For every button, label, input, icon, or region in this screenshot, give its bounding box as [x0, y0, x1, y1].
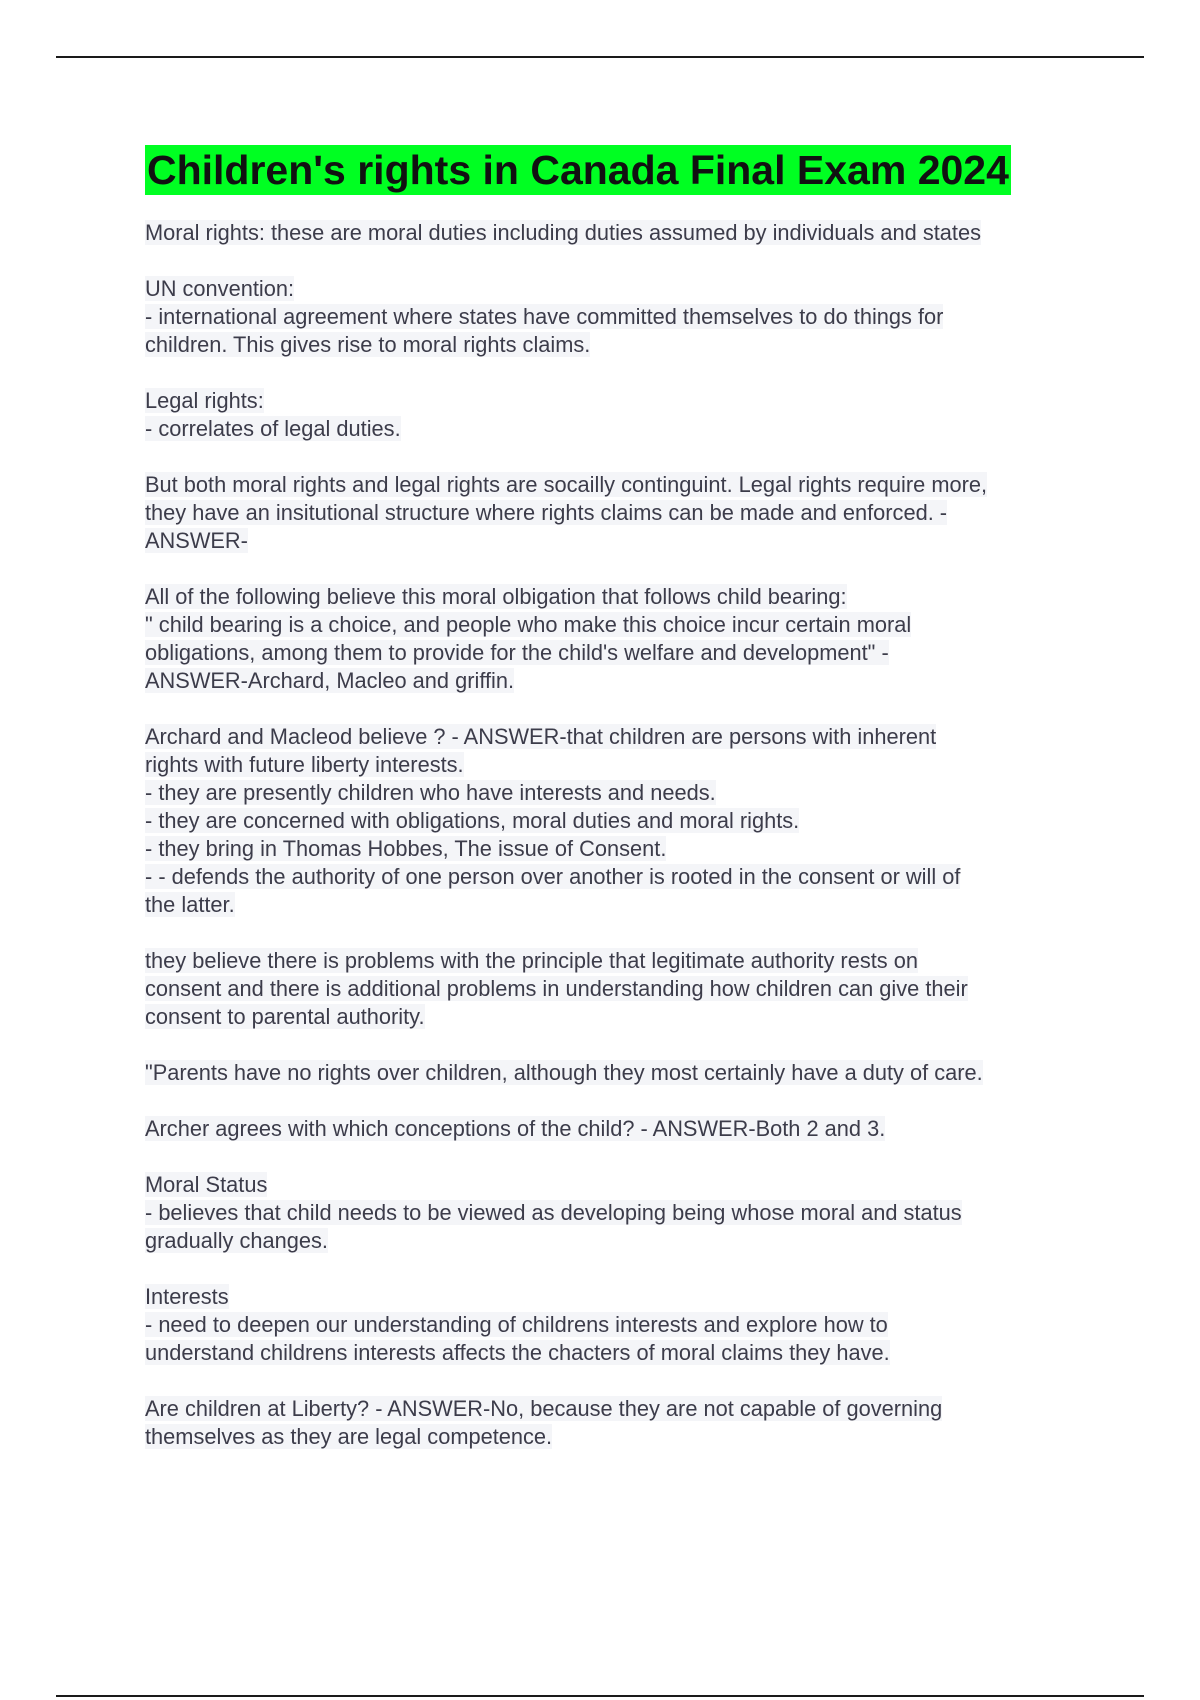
text-line-content: - they are presently children who have interests and needs. — [145, 780, 716, 805]
text-line-content: ANSWER- — [145, 528, 248, 553]
text-line-content: rights with future liberty interests. — [145, 752, 464, 777]
text-line — [145, 1423, 1085, 1451]
text-line-content: consent and there is additional problems in understanding how children can give their — [145, 976, 968, 1001]
text-line — [145, 499, 1085, 527]
text-line-content: themselves as they are legal competence. — [145, 1424, 553, 1449]
text-line — [145, 303, 1085, 331]
text-line-content: Legal rights: — [145, 388, 264, 413]
text-line — [145, 1059, 1085, 1087]
text-line-content: the latter. — [145, 892, 235, 917]
text-line — [145, 751, 1085, 779]
paragraph — [145, 723, 1085, 919]
paragraph — [145, 1395, 1085, 1451]
paragraph — [145, 583, 1085, 695]
text-line — [145, 723, 1085, 751]
text-line-content: Moral Status — [145, 1172, 268, 1197]
text-line — [145, 611, 1085, 639]
text-line-content: they believe there is problems with the principle that legitimate authority rests on — [145, 948, 918, 973]
text-line-content: UN convention: — [145, 276, 295, 301]
text-line-content: - international agreement where states have committed themselves to do things for — [145, 304, 944, 329]
paragraph — [145, 387, 1085, 443]
text-line-content: they have an insitutional structure where rights claims can be made and enforced. - — [145, 500, 948, 525]
text-line — [145, 331, 1085, 359]
text-line-content: - they bring in Thomas Hobbes, The issue of Consent. — [145, 836, 667, 861]
text-line — [145, 639, 1085, 667]
paragraph — [145, 219, 1085, 247]
text-line — [145, 975, 1085, 1003]
paragraph — [145, 1115, 1085, 1143]
paragraph — [145, 275, 1085, 359]
paragraph — [145, 947, 1085, 1031]
text-line — [145, 275, 1085, 303]
text-line-content: children. This gives rise to moral rights claims. — [145, 332, 591, 357]
top-rule — [56, 56, 1144, 58]
text-line-content: - - defends the authority of one person over another is rooted in the consent or will of — [145, 864, 961, 889]
text-line — [145, 863, 1085, 891]
text-line-content: Interests — [145, 1284, 229, 1309]
text-line-content: understand childrens interests affects the chacters of moral claims they have. — [145, 1340, 890, 1365]
text-line-content: "Parents have no rights over children, although they most certainly have a duty of care. — [145, 1060, 983, 1085]
text-line-content: consent to parental authority. — [145, 1004, 425, 1029]
text-line — [145, 1115, 1085, 1143]
text-line — [145, 471, 1085, 499]
text-line — [145, 891, 1085, 919]
text-line-content: All of the following believe this moral olbigation that follows child bearing: — [145, 584, 847, 609]
text-line-content: - correlates of legal duties. — [145, 416, 401, 441]
text-line — [145, 1227, 1085, 1255]
text-line — [145, 1283, 1085, 1311]
text-line-content: Moral rights: these are moral duties including duties assumed by individuals and states — [145, 220, 981, 245]
text-line — [145, 1199, 1085, 1227]
text-line-content: Archard and Macleod believe ? - ANSWER-that children are persons with inherent — [145, 724, 937, 749]
paragraph — [145, 1283, 1085, 1367]
paragraph-list — [145, 219, 1085, 1451]
text-line — [145, 583, 1085, 611]
text-line-content: Are children at Liberty? - ANSWER-No, because they are not capable of governing — [145, 1396, 943, 1421]
text-line — [145, 667, 1085, 695]
paragraph — [145, 1059, 1085, 1087]
text-line-content: - believes that child needs to be viewed as developing being whose moral and status — [145, 1200, 962, 1225]
text-line — [145, 807, 1085, 835]
text-line — [145, 1395, 1085, 1423]
text-line — [145, 1003, 1085, 1031]
text-line-content: - need to deepen our understanding of childrens interests and explore how to — [145, 1312, 888, 1337]
text-line — [145, 947, 1085, 975]
paragraph — [145, 1171, 1085, 1255]
text-line — [145, 1171, 1085, 1199]
text-line — [145, 779, 1085, 807]
document-body — [145, 145, 1085, 1479]
text-line-content: obligations, among them to provide for the child's welfare and development" - — [145, 640, 889, 665]
text-line-content: " child bearing is a choice, and people who make this choice incur certain moral — [145, 612, 912, 637]
text-line — [145, 415, 1085, 443]
text-line — [145, 1339, 1085, 1367]
document-title: Children's rights in Canada Final Exam 2024 — [147, 147, 1009, 193]
paragraph — [145, 471, 1085, 555]
bottom-rule — [56, 1695, 1144, 1697]
text-line — [145, 835, 1085, 863]
text-line-content: Archer agrees with which conceptions of the child? - ANSWER-Both 2 and 3. — [145, 1116, 886, 1141]
text-line — [145, 387, 1085, 415]
text-line-content: gradually changes. — [145, 1228, 328, 1253]
text-line-content: ANSWER-Archard, Macleo and griffin. — [145, 668, 515, 693]
text-line — [145, 219, 1085, 247]
text-line-content: - they are concerned with obligations, moral duties and moral rights. — [145, 808, 800, 833]
text-line — [145, 1311, 1085, 1339]
text-line-content: But both moral rights and legal rights are socailly continguint. Legal rights require more, — [145, 472, 988, 497]
text-line — [145, 527, 1085, 555]
